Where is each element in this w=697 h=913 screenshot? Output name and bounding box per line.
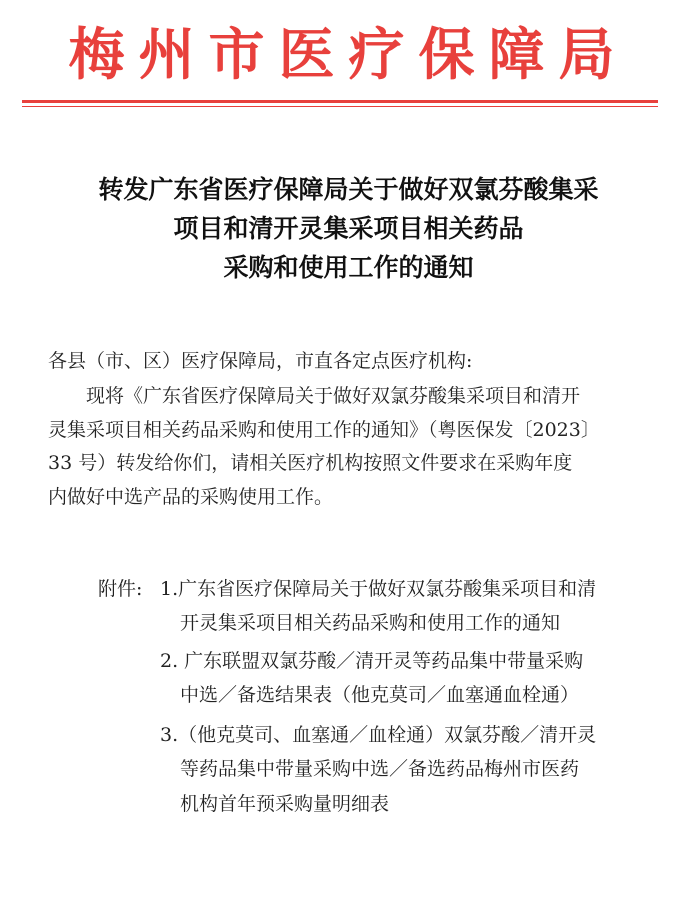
letterhead-divider-thick <box>22 100 658 103</box>
title-line: 项目和清开灵集采项目相关药品 <box>173 214 524 243</box>
paragraph-line: 33 号）转发给你们，请相关医疗机构按照文件要求在采购年度 <box>48 452 573 474</box>
attachment-list <box>98 573 658 823</box>
attachment-item-3: 3.（他克莫司、血塞通／血栓通）双氯芬酸／清开灵 <box>160 723 597 746</box>
title-line: 转发广东省医疗保障局关于做好双氯芬酸集采 <box>98 175 599 204</box>
paragraph-line: 内做好中选产品的采购使用工作。 <box>48 485 334 508</box>
document-title <box>0 170 697 287</box>
paragraph-line: 现将《广东省医疗保障局关于做好双氯芬酸集采项目和清开 <box>86 385 581 407</box>
attachment-item-1: 1.广东省医疗保障局关于做好双氯芬酸集采项目和清 <box>160 578 597 600</box>
title-line: 采购和使用工作的通知 <box>223 253 474 282</box>
attachment-label: 附件: <box>98 578 143 600</box>
attachment-item-3-cont: 等药品集中带量采购中选／备选药品梅州市医药 <box>180 757 580 780</box>
attachment-item-2-cont: 中选／备选结果表（他克莫司／血塞通血栓通） <box>180 683 580 706</box>
attachment-item-3-cont: 机构首年预采购量明细表 <box>180 792 390 815</box>
attachment-item-2: 2. 广东联盟双氯芬酸／清开灵等药品集中带量采购 <box>160 650 584 672</box>
paragraph-line: 灵集采项目相关药品采购和使用工作的通知》（粤医保发〔2023〕 <box>48 418 600 441</box>
salutation: 各县（市、区）医疗保障局，市直各定点医疗机构: <box>48 350 473 372</box>
letterhead-divider-thin <box>22 106 658 107</box>
letterhead-org-name: 梅州市医疗保障局 <box>68 23 629 88</box>
body-paragraph <box>48 380 648 514</box>
attachment-item-1-cont: 开灵集采项目相关药品采购和使用工作的通知 <box>180 611 561 634</box>
